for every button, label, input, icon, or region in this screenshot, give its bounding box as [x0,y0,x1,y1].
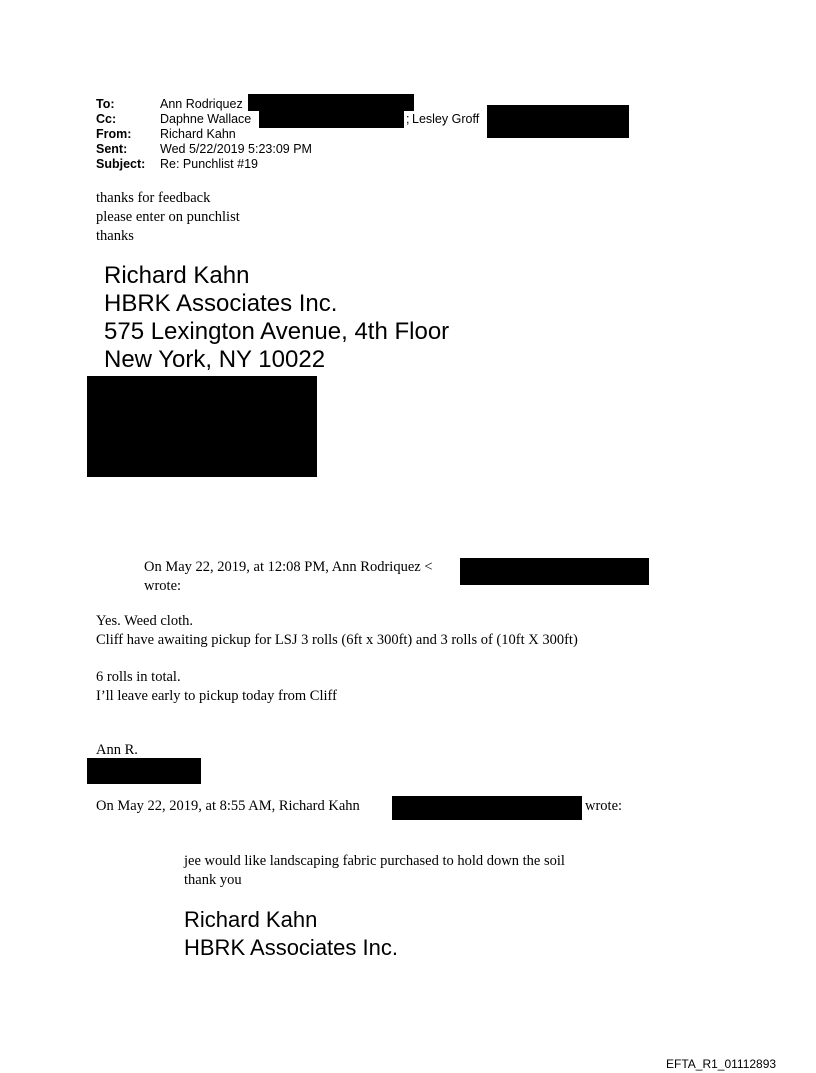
subject-label: Subject: [96,157,146,171]
quote2-signature-name: Richard Kahn [184,907,318,932]
reply-line-3: thanks [96,228,134,244]
quote1-wrote: wrote: [144,578,182,594]
to-value: Ann Rodriquez [160,97,243,111]
quote2-line-2: thank you [184,872,242,888]
signature-address-1: 575 Lexington Avenue, 4th Floor [104,318,450,345]
document-id: EFTA_R1_01112893 [666,1057,777,1071]
quote1-signoff: Ann R. [96,742,138,758]
cc-label: Cc: [96,112,117,126]
redaction-quote2-email [392,796,582,820]
cc-separator: ; [406,112,410,126]
reply-line-1: thanks for feedback [96,190,211,206]
sent-label: Sent: [96,142,128,156]
redaction-quote1-signoff [87,758,201,784]
signature-address-2: New York, NY 10022 [104,346,326,373]
redaction-to-email [248,94,414,111]
redaction-cc-email-2 [487,105,629,138]
cc-value-1: Daphne Wallace [160,112,252,126]
from-label: From: [96,127,132,141]
subject-value: Re: Punchlist #19 [160,157,258,171]
quote2-intro: On May 22, 2019, at 8:55 AM, Richard Kahn [96,798,360,814]
quote2-line-1: jee would like landscaping fabric purchased to hold down the soil [184,853,565,869]
quote1-line-4: I’ll leave early to pickup today from Cliff [96,688,337,704]
from-value: Richard Kahn [160,127,236,141]
redaction-signature-contact [87,376,317,477]
sent-value: Wed 5/22/2019 5:23:09 PM [160,142,312,156]
quote2-wrote: wrote: [585,798,623,814]
quote1-line-2: Cliff have awaiting pickup for LSJ 3 rolls (6ft x 300ft) and 3 rolls of (10ft X 300ft) [96,632,578,648]
redaction-cc-email-1 [259,110,404,128]
quote2-signature-company: HBRK Associates Inc. [184,935,398,960]
quote1-line-1: Yes. Weed cloth. [96,613,193,629]
to-label: To: [96,97,115,111]
quote1-line-3: 6 rolls in total. [96,669,181,685]
signature-company: HBRK Associates Inc. [104,290,338,317]
redaction-quote1-email [460,558,649,585]
cc-value-2: Lesley Groff [412,112,480,126]
reply-line-2: please enter on punchlist [96,209,240,225]
quote1-intro: On May 22, 2019, at 12:08 PM, Ann Rodriquez < [144,559,433,575]
signature-name: Richard Kahn [104,262,250,289]
